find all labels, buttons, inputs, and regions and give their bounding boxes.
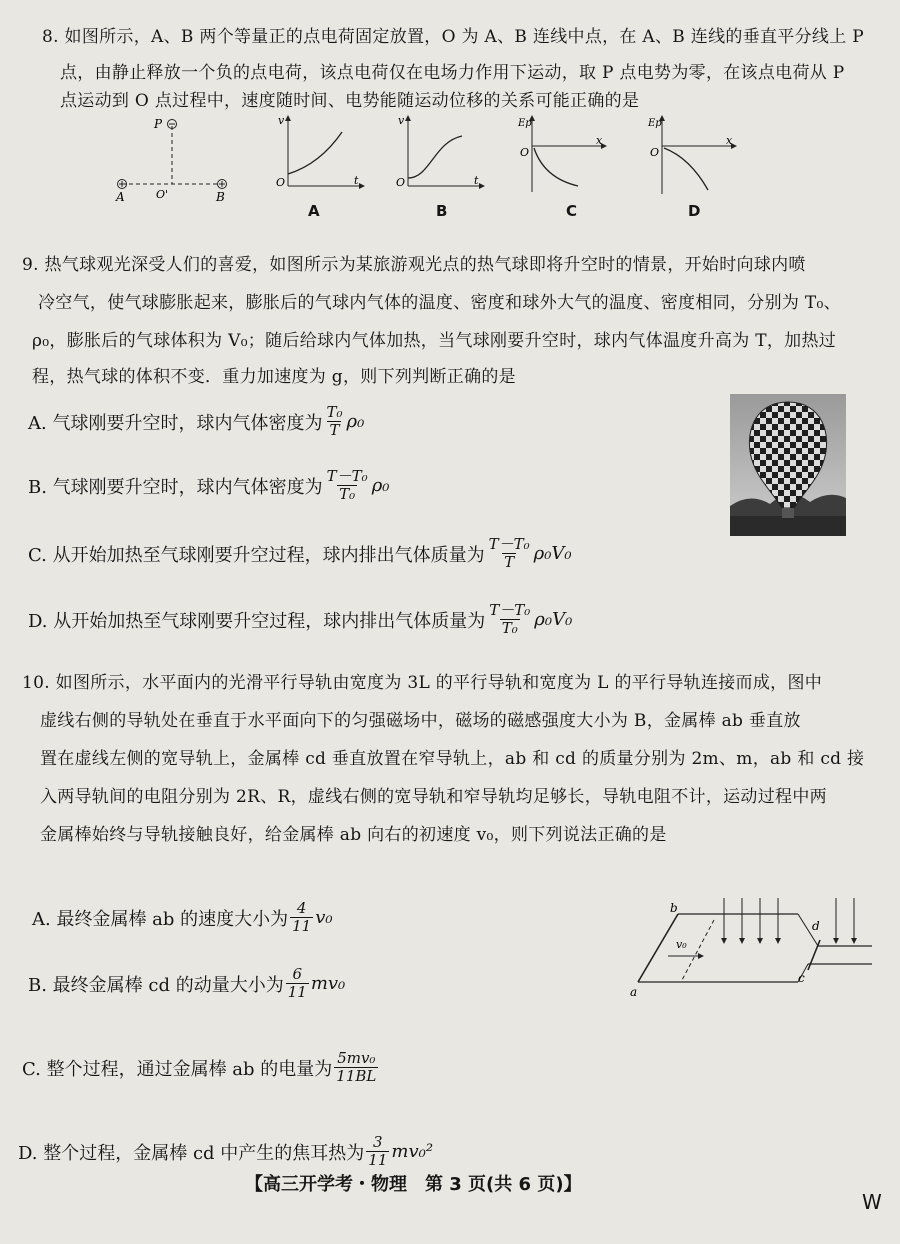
svg-text:Ep: Ep (648, 118, 662, 129)
q10-label-a: a (630, 985, 638, 999)
q10-stem-line2: 虚线右侧的导轨处在垂直于水平面向下的匀强磁场中，磁场的磁感强度大小为 B，金属棒 ab 垂直放 (40, 711, 801, 731)
q10-label-b: b (670, 901, 678, 915)
svg-text:t: t (474, 174, 479, 187)
q8-charge-figure (110, 112, 250, 204)
q8-graph-c (510, 112, 610, 198)
svg-text:x: x (596, 134, 603, 147)
svg-text:O: O (520, 146, 530, 159)
q8-stem-line1: 8. 如图所示，A、B 两个等量正的点电荷固定放置，O 为 A、B 连线中点，在 A、B 连线的垂直平分线上 P (42, 27, 864, 47)
q10-option-c: C. 整个过程，通过金属棒 ab 的电量为 $\frac{\text{5mv₀}}{11BL}$ (22, 1049, 377, 1085)
svg-text:Ep: Ep (518, 118, 532, 129)
q8-label-o: O' (156, 188, 169, 201)
q10-stem-line3: 置在虚线左侧的宽导轨上，金属棒 cd 垂直放置在窄导轨上，ab 和 cd 的质量分别为 2m、m，ab 和 cd 接 (40, 749, 865, 769)
q8-label-p: P (154, 117, 163, 131)
q8-graph-d (640, 112, 740, 198)
q10-stem-line5: 金属棒始终与导轨接触良好，给金属棒 ab 向右的初速度 v₀，则下列说法正确的是 (40, 825, 667, 845)
q10-stem-line1: 10. 如图所示，水平面内的光滑平行导轨由宽度为 3L 的平行导轨和宽度为 L 的平行导轨连接而成，图中 (22, 673, 823, 693)
q8-label-a: A (116, 190, 125, 204)
q8-option-label-c: C (566, 202, 578, 220)
page-footer: 【高三开学考・物理 第 3 页(共 6 页)】 (245, 1174, 582, 1195)
q10-option-d: D. 整个过程，金属棒 cd 中产生的焦耳热为 $\frac{3}{11}$ mv₀² (18, 1133, 434, 1169)
svg-text:v: v (278, 114, 285, 127)
svg-text:t: t (354, 174, 359, 187)
q10-option-b: B. 最终金属棒 cd 的动量大小为 $\frac{6}{11}$ mv₀ (28, 965, 346, 1001)
q10-label-d: d (812, 919, 820, 933)
q9-option-b: B. 气球刚要升空时，球内气体密度为 $\frac{\text{T－T₀}}{\text{T₀}}$ ρ₀ (28, 467, 390, 503)
q10-rails-figure (628, 898, 878, 1000)
q8-stem-line3: 点运动到 O 点过程中，速度随时间、电势能随运动位移的关系可能正确的是 (60, 91, 640, 111)
corner-mark: W (862, 1190, 882, 1214)
q9-option-a: A. 气球刚要升空时，球内气体密度为 $\frac{\text{T₀}}{T}$ ρ₀ (28, 403, 365, 439)
q8-option-label-b: B (436, 202, 448, 220)
q8-option-label-a: A (308, 202, 320, 220)
q8-label-b: B (216, 190, 225, 204)
q8-option-label-d: D (688, 202, 701, 220)
q10-option-a: A. 最终金属棒 ab 的速度大小为 $\frac{4}{11}$ v₀ (32, 899, 333, 935)
svg-text:O: O (396, 176, 406, 189)
q9-stem-line2: 冷空气，使气球膨胀起来，膨胀后的气球内气体的温度、密度和球外大气的温度、密度相同，分别为 T₀、 (38, 293, 841, 313)
q9-option-c: C. 从开始加热至气球刚要升空过程，球内排出气体质量为 $\frac{\text{T－T₀}}{T}$ ρ₀V₀ (28, 535, 572, 571)
svg-text:O: O (276, 176, 286, 189)
svg-text:v: v (398, 114, 405, 127)
svg-text:O: O (650, 146, 660, 159)
svg-text:x: x (726, 134, 733, 147)
hot-air-balloon-photo (730, 394, 846, 536)
q8-stem-line2: 点，由静止释放一个负的点电荷，该点电荷仅在电场力作用下运动，取 P 点电势为零，在该点电荷从 P (60, 63, 845, 83)
q9-stem-line3: ρ₀，膨胀后的气球体积为 V₀；随后给球内气体加热，当气球刚要升空时，球内气体温度升高为 T，加热过 (32, 331, 837, 351)
q9-stem-line1: 9. 热气球观光深受人们的喜爱，如图所示为某旅游观光点的热气球即将升空时的情景，开始时向球内喷 (22, 255, 806, 275)
q8-graph-b (390, 112, 490, 198)
q9-stem-line4: 程，热气球的体积不变．重力加速度为 g，则下列判断正确的是 (32, 367, 516, 387)
q9-option-d: D. 从开始加热至气球刚要升空过程，球内排出气体质量为 $\frac{\text{T－T₀}}{\text{T₀}}$ ρ₀V₀ (28, 601, 573, 637)
q8-graph-a (270, 112, 370, 198)
q10-stem-line4: 入两导轨间的电阻分别为 2R、R，虚线右侧的宽导轨和窄导轨均足够长，导轨电阻不计，运动过程中两 (40, 787, 827, 807)
q10-label-v0: v₀ (676, 938, 687, 951)
q10-label-c: c (798, 971, 805, 985)
